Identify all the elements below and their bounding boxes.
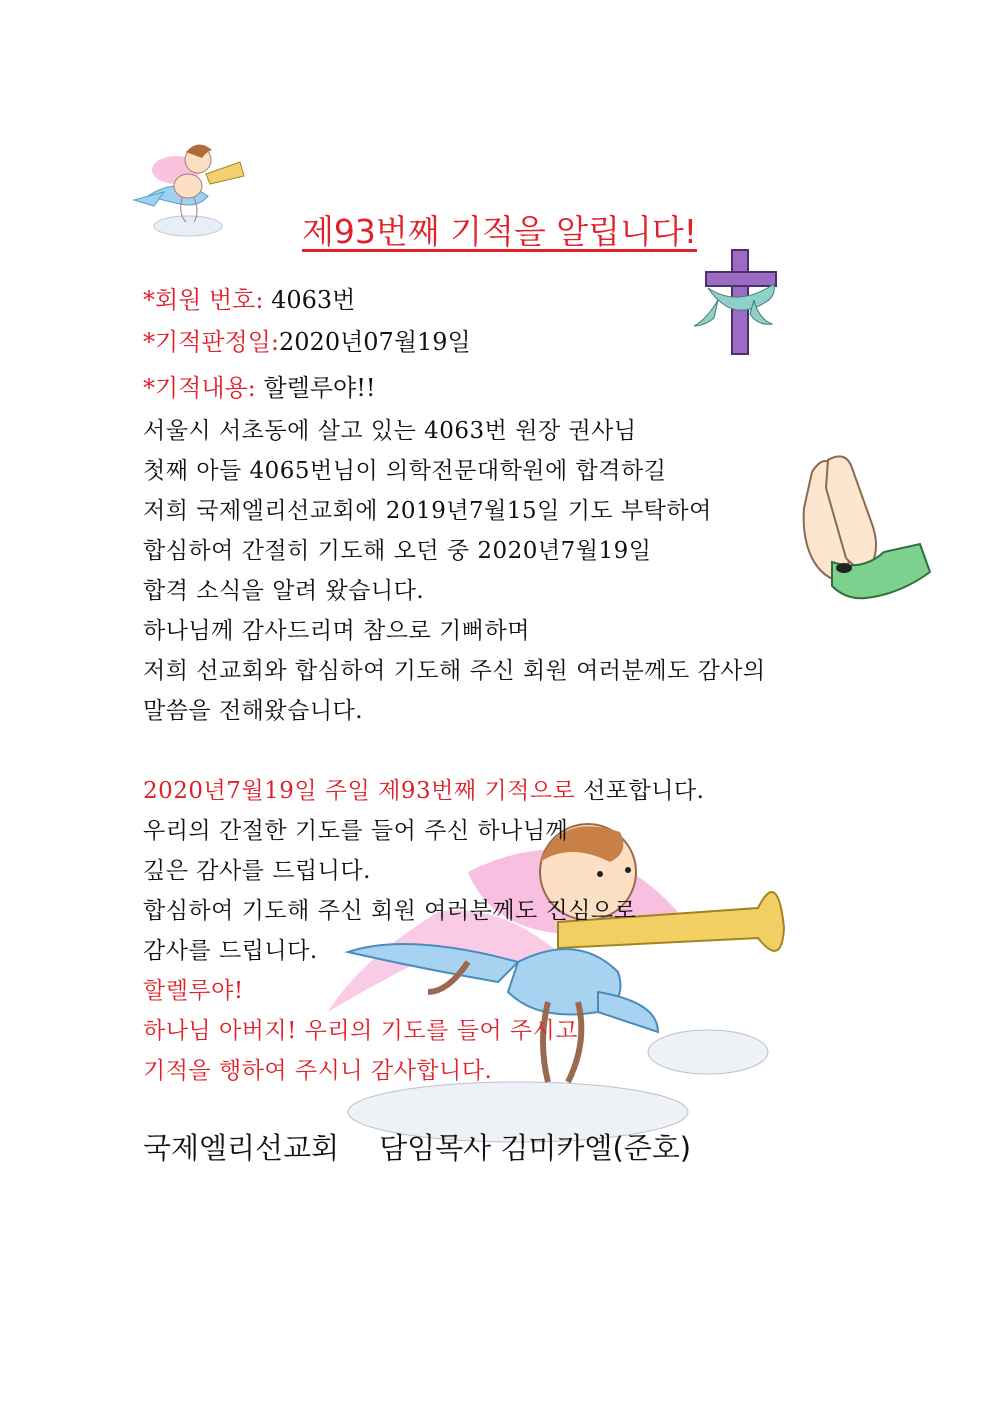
cross-icon: [692, 248, 788, 358]
member-number-value: 4063번: [263, 286, 356, 314]
declaration-black: 선포합니다.: [583, 778, 705, 804]
miracle-content-value: 할렐루야!!: [255, 374, 376, 402]
miracle-content-label: *기적내용:: [143, 374, 256, 402]
body-line: 저희 국제엘리선교회에 2019년7월15일 기도 부탁하여: [143, 498, 712, 524]
member-number-row: [143, 280, 355, 315]
signature-pastor: 담임목사 김미카엘(준호): [379, 1131, 692, 1165]
member-number-label: *회원 번호:: [143, 286, 264, 314]
body-line: 서울시 서초동에 살고 있는 4063번 원장 권사님: [143, 418, 637, 444]
closing-line: 합심하여 기도해 주신 회원 여러분께도 진심으로: [143, 898, 637, 924]
closing-line: 우리의 간절한 기도를 들어 주신 하나님께: [143, 818, 569, 844]
miracle-date-value: 2020년07월19일: [279, 328, 471, 356]
miracle-date-label: *기적판정일:: [143, 328, 280, 356]
prayer-line: 기적을 행하여 주시니 감사합니다.: [143, 1058, 493, 1084]
prayer-line: 하나님 아버지! 우리의 기도를 들어 주시고: [143, 1018, 579, 1044]
small-angel-illustration: [128, 138, 248, 238]
declaration-line: [143, 772, 704, 805]
prayer-line: 할렐루야!: [143, 978, 244, 1004]
closing-line: 감사를 드립니다.: [143, 938, 318, 964]
miracle-date-row: [143, 322, 471, 357]
declaration-red: 2020년7월19일 주일 제93번째 기적으로: [143, 778, 584, 804]
miracle-content-row: [143, 368, 375, 403]
signature: [143, 1126, 691, 1167]
closing-line: 깊은 감사를 드립니다.: [143, 858, 371, 884]
praying-hands-illustration: [792, 452, 932, 598]
body-line: 하나님께 감사드리며 참으로 기뻐하며: [143, 618, 530, 644]
body-line: 합격 소식을 알려 왔습니다.: [143, 578, 425, 604]
page-title: 제93번째 기적을 알립니다!: [302, 212, 697, 251]
signature-org: 국제엘리선교회: [143, 1131, 340, 1165]
body-line: 말씀을 전해왔습니다.: [143, 698, 364, 724]
body-line: 첫째 아들 4065번님이 의학전문대학원에 합격하길: [143, 458, 667, 484]
large-angel-illustration: [318, 812, 788, 1142]
body-line: 합심하여 간절히 기도해 오던 중 2020년7월19일: [143, 538, 652, 564]
body-line: 저희 선교회와 합심하여 기도해 주신 회원 여러분께도 감사의: [143, 658, 766, 684]
